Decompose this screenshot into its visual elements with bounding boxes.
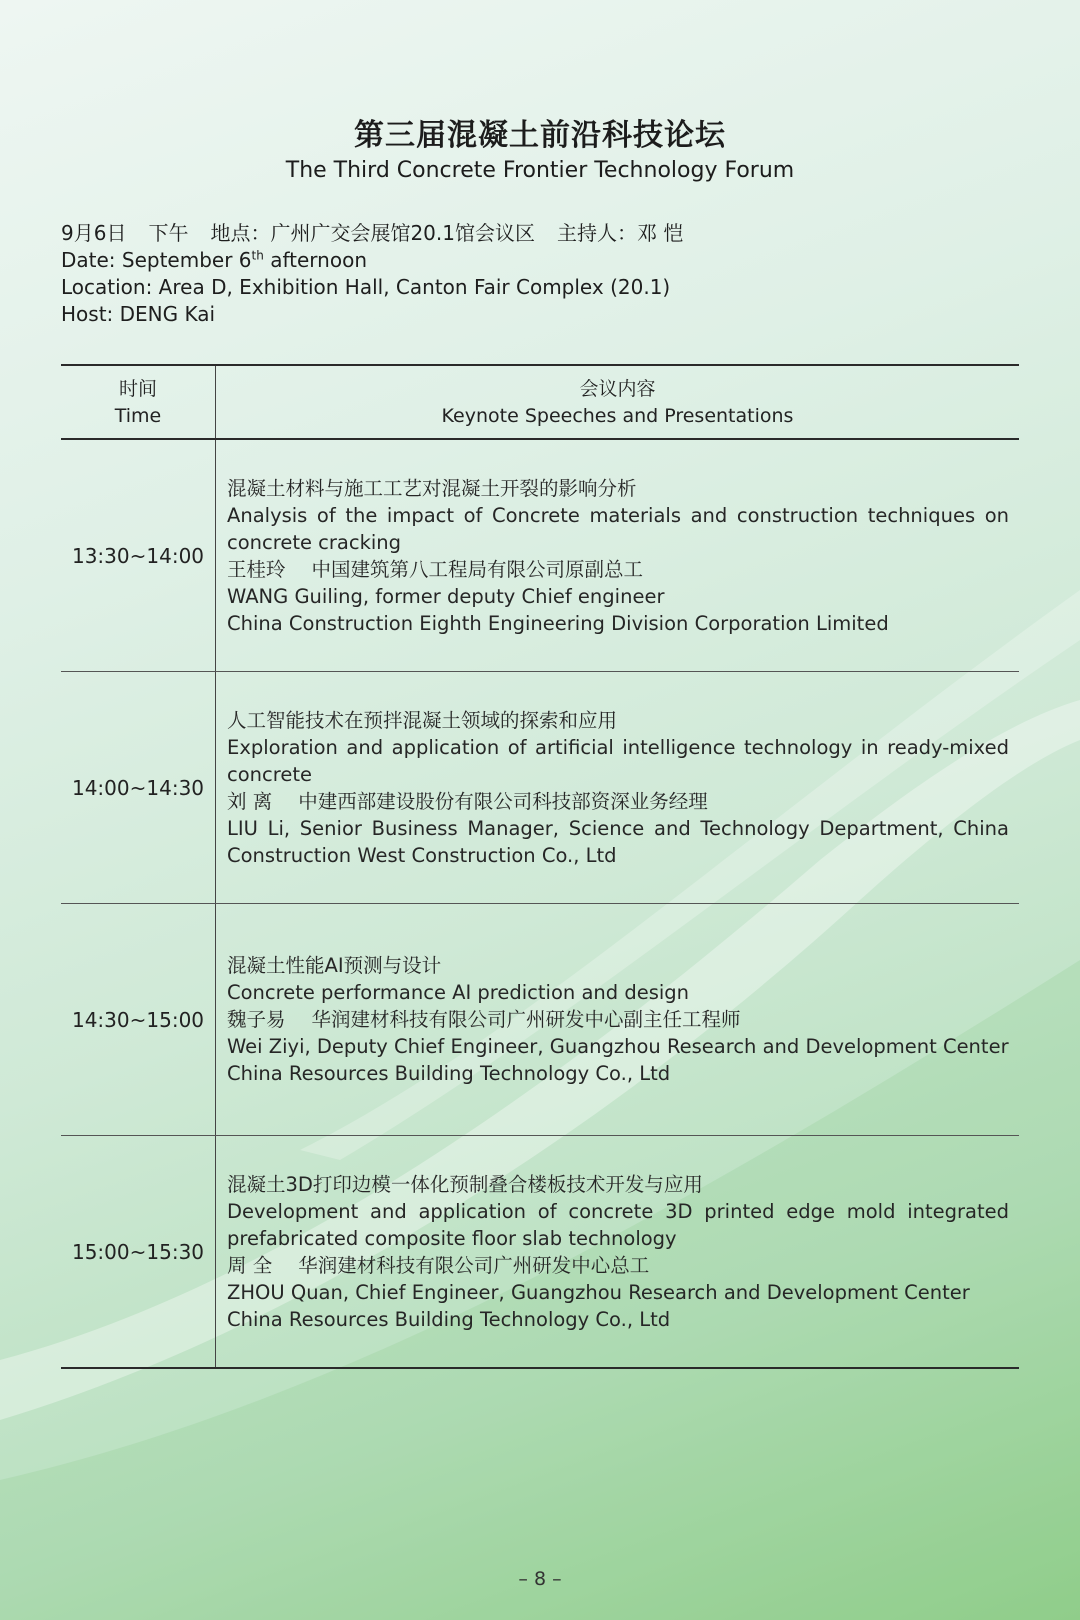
row-content: [227, 1136, 1009, 1367]
forum-title-cn: 第三届混凝土前沿科技论坛: [354, 118, 726, 153]
topic-cn: 人工智能技术在预拌混凝土领域的探索和应用: [227, 708, 618, 732]
agenda-table-header: [61, 364, 1019, 440]
topic-en: Concrete performance AI prediction and design: [227, 981, 690, 1004]
header-content: 会议内容 Keynote Speeches and Presentations: [441, 378, 794, 427]
topic-cn: 混凝土3D打印边模一体化预制叠合楼板技术开发与应用: [227, 1172, 703, 1196]
table-row: [61, 904, 1019, 1136]
session-info-cn: [61, 220, 683, 247]
topic-en: Analysis of the impact of Concrete materials and construction techniques on concrete cracking: [227, 503, 1009, 554]
speaker-org-en: China Resources Building Technology Co., Ltd: [227, 1307, 671, 1331]
forum-title-en: The Third Concrete Frontier Technology Forum: [285, 158, 795, 183]
speaker-cn: 魏子易 华润建材科技有限公司广州研发中心副主任工程师: [227, 1008, 741, 1031]
speaker-org-en: China Construction Eighth Engineering Division Corporation Limited: [227, 611, 889, 635]
row-time: 14:30~15:00: [71, 1007, 205, 1032]
column-divider: [215, 904, 216, 1135]
row-content: [227, 440, 1009, 671]
row-content: [227, 904, 1009, 1135]
session-location-cn: 地点：广州广交会展馆20.1馆会议区: [210, 221, 535, 245]
column-divider: [215, 440, 216, 671]
speaker-cn: 周 全 华润建材科技有限公司广州研发中心总工: [227, 1253, 650, 1277]
table-row: [61, 672, 1019, 904]
table-row: [61, 1136, 1019, 1369]
speaker-en: Wei Ziyi, Deputy Chief Engineer, Guangzhou Research and Development Center: [227, 1035, 1009, 1058]
column-divider: [215, 1136, 216, 1367]
row-content: [227, 672, 1009, 903]
session-date-en: Date: September 6th afternoon: [61, 248, 367, 272]
column-divider: [215, 672, 216, 903]
topic-cn: 混凝土材料与施工工艺对混凝土开裂的影响分析: [227, 476, 637, 500]
topic-en: Exploration and application of artificial intelligence technology in ready-mixed concrete: [227, 735, 1009, 786]
speaker-en: ZHOU Quan, Chief Engineer, Guangzhou Research and Development Center: [227, 1280, 970, 1304]
speaker-cn: 王桂玲 中国建筑第八工程局有限公司原副总工: [227, 557, 644, 581]
topic-en: Development and application of concrete 3D printed edge mold integrated prefabricated composite floor slab technology: [227, 1199, 1009, 1250]
session-host-en: Host: DENG Kai: [61, 302, 216, 326]
header-time: 时间 Time: [114, 378, 162, 427]
speaker-en: LIU Li, Senior Business Manager, Science and Technology Department, China Construction West Construction Co., Ltd: [227, 816, 1009, 867]
row-time: 14:00~14:30: [71, 775, 205, 800]
page-number: – 8 –: [518, 1568, 562, 1590]
session-location-en: Location: Area D, Exhibition Hall, Canton Fair Complex (20.1): [61, 275, 671, 299]
speaker-en: WANG Guiling, former deputy Chief engineer: [227, 584, 665, 608]
row-time: 15:00~15:30: [71, 1239, 205, 1264]
session-host-cn: 主持人：邓 恺: [556, 221, 684, 245]
speaker-org-en: China Resources Building Technology Co., Ltd: [227, 1062, 671, 1085]
session-date-cn: 9月6日: [61, 221, 127, 245]
table-row: [61, 440, 1019, 672]
session-period-cn: 下午: [148, 221, 189, 245]
session-info: [61, 220, 683, 328]
topic-cn: 混凝土性能AI预测与设计: [227, 954, 442, 977]
row-time: 13:30~14:00: [71, 543, 205, 568]
agenda-table: [61, 364, 1019, 1369]
speaker-cn: 刘 离 中建西部建设股份有限公司科技部资深业务经理: [227, 789, 708, 813]
